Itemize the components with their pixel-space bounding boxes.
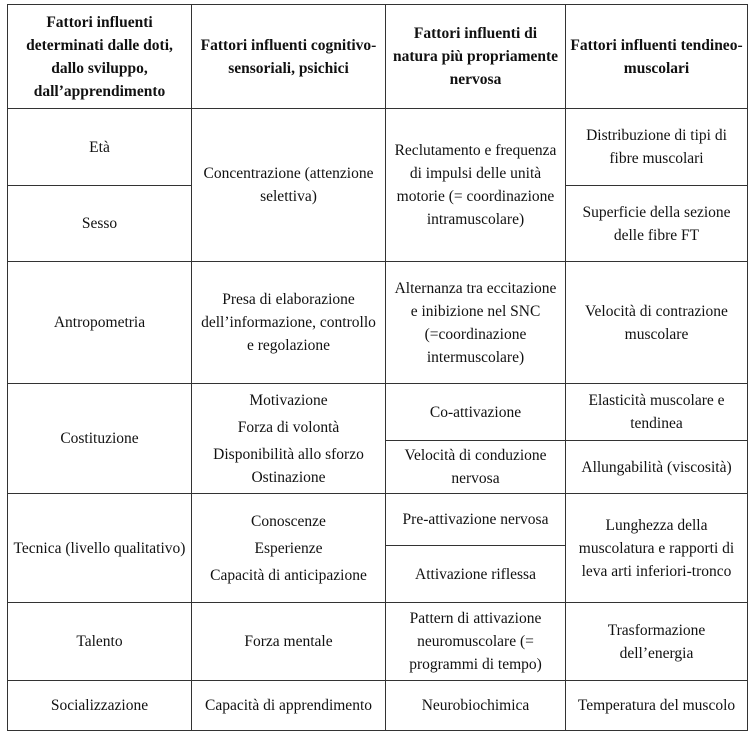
table-row	[8, 494, 748, 546]
header-col-3: Fattori influenti di natura più propriamente nervosa	[386, 5, 566, 109]
cell-tecnica: Tecnica (livello qualitativo)	[8, 494, 192, 603]
cell-temperatura: Temperatura del muscolo	[566, 681, 748, 731]
cell-lunghezza: Lunghezza della muscolatura e rapporti di leva arti inferiori-tronco	[566, 494, 748, 603]
cell-elasticita: Elasticità muscolare e tendinea	[566, 384, 748, 441]
cell-superficie: Superficie della sezione delle fibre FT	[566, 186, 748, 262]
table-row	[8, 262, 748, 384]
header-row	[8, 5, 748, 109]
cell-costituzione: Costituzione	[8, 384, 192, 494]
text-disponibilita: Disponibilità allo sforzo Ostinazione	[213, 445, 364, 486]
cell-preattivazione: Pre-attivazione nervosa	[386, 494, 566, 546]
table-row	[8, 681, 748, 731]
cell-motivazione-group	[192, 384, 386, 494]
table-row	[8, 384, 748, 441]
cell-allungabilita: Allungabilità (viscosità)	[566, 441, 748, 494]
header-col-1: Fattori influenti determinati dalle doti, dallo sviluppo, dall’apprendimento	[8, 5, 192, 109]
cell-alternanza: Alternanza tra eccitazione e inibizione nel SNC (=coordinazione intermuscolare)	[386, 262, 566, 384]
cell-forza-mentale: Forza mentale	[192, 603, 386, 681]
cell-presa: Presa di elaborazione dell’informazione, controllo e regolazione	[192, 262, 386, 384]
cell-coattivazione: Co-attivazione	[386, 384, 566, 441]
text-conoscenze: Conoscenze	[251, 512, 326, 530]
text-anticipazione: Capacità di anticipazione	[210, 566, 367, 584]
text-forza-volonta: Forza di volontà	[237, 418, 340, 436]
cell-trasformazione: Trasformazione dell’energia	[566, 603, 748, 681]
header-col-2: Fattori influenti cognitivo-sensoriali, psichici	[192, 5, 386, 109]
cell-concentrazione: Concentrazione (attenzione selettiva)	[192, 109, 386, 262]
cell-antropometria: Antropometria	[8, 262, 192, 384]
cell-riflessa: Attivazione riflessa	[386, 546, 566, 603]
cell-eta: Età	[8, 109, 192, 186]
cell-apprendimento: Capacità di apprendimento	[192, 681, 386, 731]
table-row	[8, 603, 748, 681]
text-esperienze: Esperienze	[254, 539, 323, 557]
cell-conoscenze-group	[192, 494, 386, 603]
cell-neurobiochimica: Neurobiochimica	[386, 681, 566, 731]
header-col-4: Fattori influenti tendineo-muscolari	[566, 5, 748, 109]
text-motivazione: Motivazione	[249, 391, 328, 409]
cell-talento: Talento	[8, 603, 192, 681]
cell-pattern: Pattern di attivazione neuromuscolare (= programmi di tempo)	[386, 603, 566, 681]
cell-distribuzione: Distribuzione di tipi di fibre muscolari	[566, 109, 748, 186]
cell-reclutamento: Reclutamento e frequenza di impulsi delle unità motorie (= coordinazione intramuscolare)	[386, 109, 566, 262]
cell-velocita-conduzione: Velocità di conduzione nervosa	[386, 441, 566, 494]
cell-sesso: Sesso	[8, 186, 192, 262]
table-row	[8, 109, 748, 186]
cell-socializzazione: Socializzazione	[8, 681, 192, 731]
cell-velocita-contrazione: Velocità di contrazione muscolare	[566, 262, 748, 384]
factors-table	[7, 4, 748, 731]
